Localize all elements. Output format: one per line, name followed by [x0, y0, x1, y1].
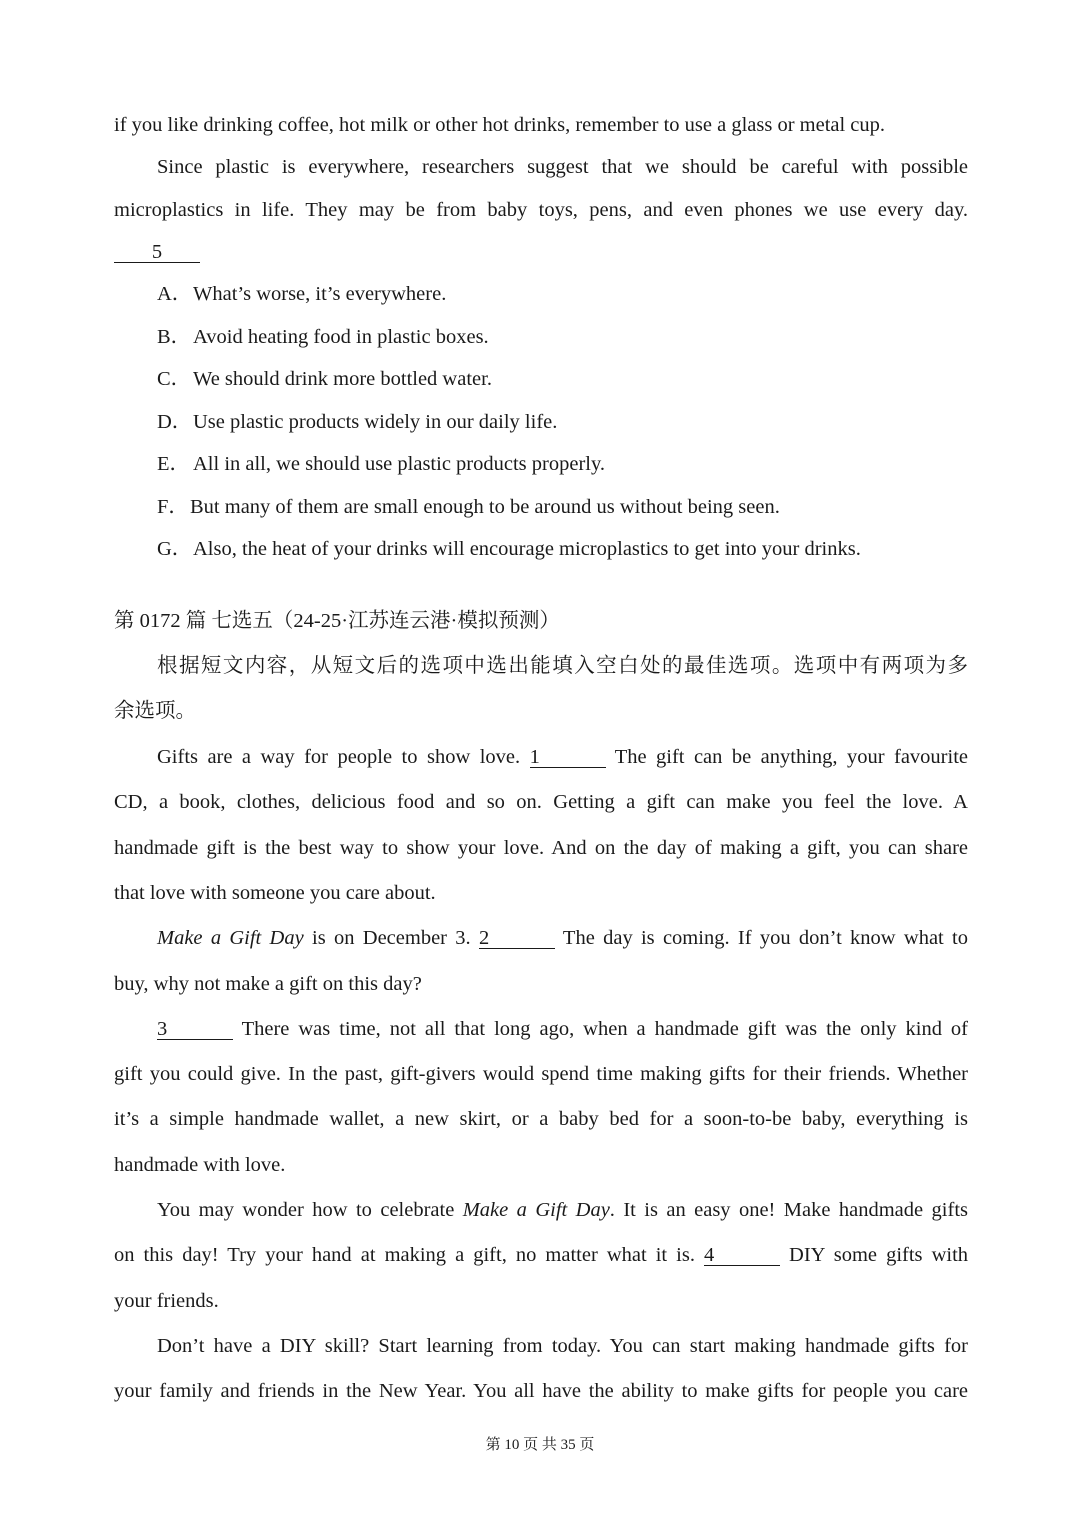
answer-blank-5-line — [114, 240, 968, 264]
passage-text: There was time, not all that long ago, when a handmade gift was the only kind of — [241, 1018, 968, 1040]
section-heading: 第 0172 篇 七选五（24-25·江苏连云港·模拟预测） — [114, 610, 560, 632]
passage-line — [157, 926, 968, 950]
option-letter: A． — [157, 283, 193, 305]
option-g — [157, 537, 861, 561]
passage-line — [157, 1017, 968, 1041]
passage-line: microplastics in life. They may be from baby toys, pens, and even phones we use every day. — [114, 199, 968, 221]
passage-text: DIY some gifts with — [789, 1244, 969, 1266]
instruction-line: 根据短文内容，从短文后的选项中选出能填入空白处的最佳选项。选项中有两项为多 — [157, 655, 968, 677]
option-letter: C． — [157, 368, 192, 390]
answer-blank-5: 5 — [114, 242, 200, 263]
option-text: Avoid heating food in plastic boxes. — [193, 326, 489, 348]
option-letter: E． — [157, 453, 191, 475]
passage-line: handmade with love. — [114, 1154, 286, 1176]
option-text: Use plastic products widely in our daily life. — [193, 411, 558, 433]
option-text: We should drink more bottled water. — [193, 368, 492, 390]
passage-line: Since plastic is everywhere, researchers suggest that we should be careful with possible — [157, 156, 968, 178]
event-title: Make a Gift Day — [462, 1199, 610, 1221]
passage-line: that love with someone you care about. — [114, 882, 436, 904]
passage-line: Don’t have a DIY skill? Start learning from today. You can start making handmade gifts for — [157, 1335, 968, 1357]
option-a — [157, 282, 446, 306]
option-letter: B． — [157, 326, 192, 348]
passage-text: is on December 3. — [312, 927, 471, 949]
passage-line: your friends. — [114, 1290, 219, 1312]
answer-blank-3: 3 — [157, 1019, 233, 1040]
passage-text: . It is an easy one! Make handmade gifts — [609, 1199, 968, 1221]
answer-blank-4: 4 — [704, 1245, 780, 1266]
passage-text: on this day! Try your hand at making a gift, no matter what it is. — [114, 1244, 695, 1266]
passage-line: it’s a simple handmade wallet, a new skirt, or a baby bed for a soon-to-be baby, everything is — [114, 1108, 968, 1130]
passage-text: Gifts are a way for people to show love. — [157, 746, 521, 768]
passage-text: The gift can be anything, your favourite — [614, 746, 968, 768]
passage-line — [157, 1198, 968, 1222]
option-text: But many of them are small enough to be around us without being seen. — [190, 496, 780, 518]
passage-line: CD, a book, clothes, delicious food and so on. Getting a gift can make you feel the love. A — [114, 791, 968, 813]
answer-blank-1: 1 — [530, 747, 606, 768]
passage-line — [157, 745, 968, 769]
passage-line: your family and friends in the New Year. You all have the ability to make gifts for people you care — [114, 1380, 968, 1402]
passage-line: if you like drinking coffee, hot milk or other hot drinks, remember to use a glass or metal cup. — [114, 114, 886, 136]
option-f — [157, 495, 780, 519]
option-text: Also, the heat of your drinks will encourage microplastics to get into your drinks. — [193, 538, 861, 560]
answer-blank-2: 2 — [479, 928, 555, 949]
option-c — [157, 367, 492, 391]
option-text: What’s worse, it’s everywhere. — [193, 283, 447, 305]
passage-text: The day is coming. If you don’t know what to — [562, 927, 968, 949]
passage-text: You may wonder how to celebrate — [157, 1199, 455, 1221]
event-title: Make a Gift Day — [157, 927, 304, 949]
page-number-footer: 第 10 页 共 35 页 — [485, 1437, 595, 1453]
passage-line — [114, 1243, 968, 1267]
option-e — [157, 452, 605, 476]
passage-line: buy, why not make a gift on this day? — [114, 973, 422, 995]
instruction-line: 余选项。 — [114, 700, 196, 722]
passage-line: gift you could give. In the past, gift-givers would spend time making gifts for their friends. Whether — [114, 1063, 968, 1085]
option-text: All in all, we should use plastic products properly. — [193, 453, 606, 475]
option-b — [157, 325, 489, 349]
passage-line: handmade gift is the best way to show your love. And on the day of making a gift, you can share — [114, 837, 968, 859]
option-letter: G． — [157, 538, 193, 560]
option-letter: F． — [157, 496, 189, 518]
option-letter: D． — [157, 411, 193, 433]
option-d — [157, 410, 557, 434]
